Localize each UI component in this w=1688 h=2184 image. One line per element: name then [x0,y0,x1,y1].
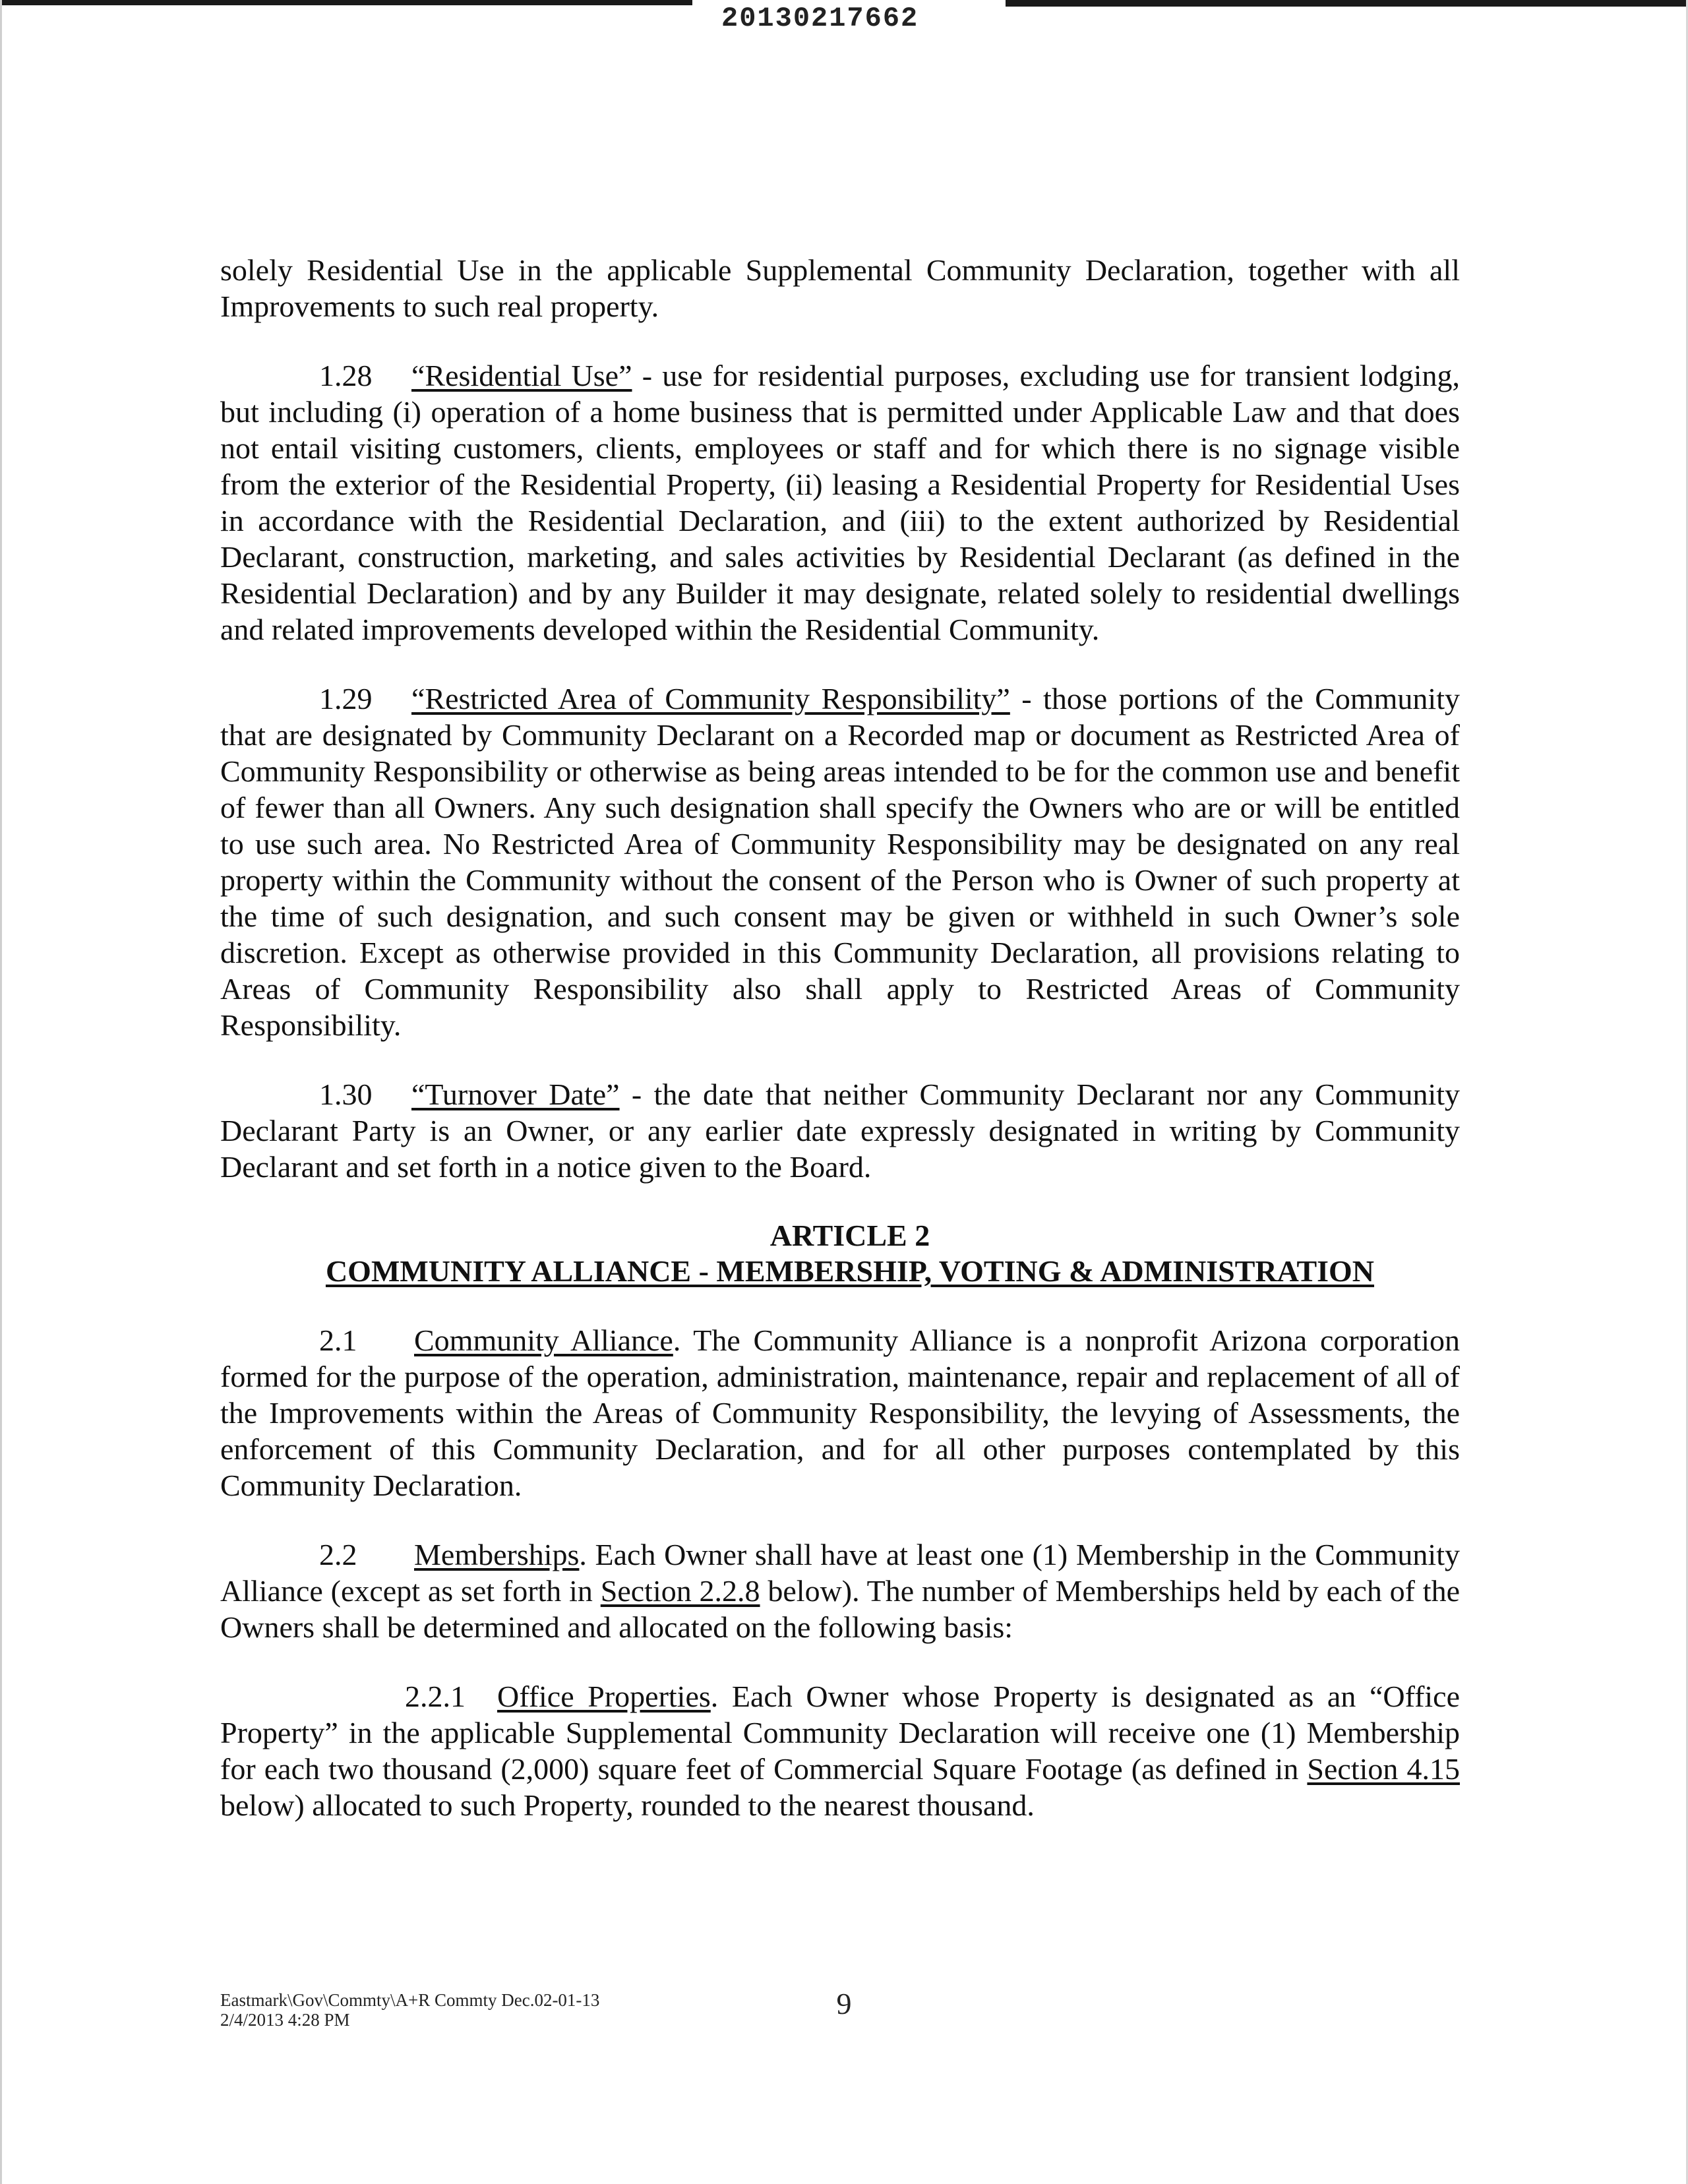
section-text: . The Community Alliance is a nonprofit Arizona corporation formed for the purpose of the operation, administration, maintenance, repair and replacement of all of the Improvements within the Areas of Community Responsibility, the levying of Assessments, the enforcement of this Community Declaration, and for all other purposes contemplated by this Community Declaration. [220,1323,1461,1502]
section-text: - use for residential purposes, excluding use for transient lodging, but including (i) operation of a home business that is permitted under Applicable Law and that does not entail visiting customers, clients, employees or staff and for which there is no signage visible from the exterior of the Residential Property, (ii) leasing a Residential Property for Residential Uses in accordance with the Residential Declaration, and (iii) to the extent authorized by Residential Declarant, construction, marketing, and sales activities by Residential Declarant (as defined in the Residential Declaration) and by any Builder it may designate, related solely to residential dwellings and related improvements developed within the Residential Community. [220,359,1460,646]
section-reference: Section 4.15 [1307,1752,1460,1786]
section-2-2 [220,1536,1460,1645]
scan-top-border-right [1006,0,1688,7]
defined-term: “Restricted Area of Community Responsibility” [411,682,1010,715]
section-number: 2.1 [319,1323,357,1357]
document-body [220,252,1460,1856]
continuation-paragraph: solely Residential Use in the applicable Supplemental Community Declaration, together with all Improvements to such real property. [220,253,1460,323]
section-number: 1.30 [319,1077,373,1111]
defined-term: “Turnover Date” [411,1077,620,1111]
section-text: . Each Owner shall have at least one (1) Membership in the Community Alliance (except as set forth in [220,1538,1460,1608]
section-text: - those portions of the Community that are designated by Community Declarant on a Recorded map or document as Restricted Area of Community Responsibility or otherwise as being areas intended to be for the common use and benefit of fewer than all Owners. Any such designation shall specify the Owners who are or will be entitled to use such area. No Restricted Area of Community Responsibility may be designated on any real property within the Community without the consent of the Person who is Owner of such property at the time of such designation, and such consent may be given or withheld in such Owner’s sole discretion. Except as otherwise provided in this Community Declaration, all provisions relating to Areas of Community Responsibility also shall apply to Restricted Areas of Community Responsibility. [220,682,1460,1042]
section-heading: Memberships [414,1538,580,1571]
file-path: Eastmark\Gov\Commty\A+R Commty Dec.02-01-13 [220,1990,600,2010]
section-text: . Each Owner whose Property is designated as an “Office Property” in the applicable Supplemental Community Declaration will receive one (1) Membership for each two thousand (2,000) square feet of Commercial Square Footage (as defined in [220,1680,1460,1786]
section-2-1 [220,1322,1460,1503]
defined-term: “Residential Use” [411,359,632,392]
article-subtitle: COMMUNITY ALLIANCE - MEMBERSHIP, VOTING & ADMINISTRATION [325,1254,1375,1288]
section-text: below) allocated to such Property, rounded to the nearest thousand. [220,1788,1035,1822]
section-1-28 [220,357,1460,648]
article-title: ARTICLE 2 [769,1219,930,1252]
print-timestamp: 2/4/2013 4:28 PM [220,2010,350,2030]
section-text: - the date that neither Community Declarant nor any Community Declarant Party is an Owner, or any earlier date expressly designated in writing by Community Declarant and set forth in a notice given to the Board. [220,1077,1460,1184]
recording-number: 20130217662 [721,3,919,34]
section-number: 1.28 [319,359,373,392]
section-reference: Section 2.2.8 [600,1574,760,1608]
page-number: 9 [836,1987,852,2020]
document-footer [220,1990,814,2030]
scan-edge-left [0,0,2,2184]
section-text: below). The number of Memberships held by each of the Owners shall be determined and allocated on the following basis: [220,1574,1460,1644]
section-number: 1.29 [319,682,373,715]
section-1-30 [220,1076,1460,1185]
section-1-29 [220,681,1460,1043]
section-number: 2.2.1 [405,1680,466,1713]
section-heading: Office Properties [497,1680,711,1713]
scan-top-border-left [0,0,692,5]
section-number: 2.2 [319,1538,357,1571]
section-2-2-1 [220,1678,1460,1823]
section-heading: Community Alliance [414,1323,673,1357]
